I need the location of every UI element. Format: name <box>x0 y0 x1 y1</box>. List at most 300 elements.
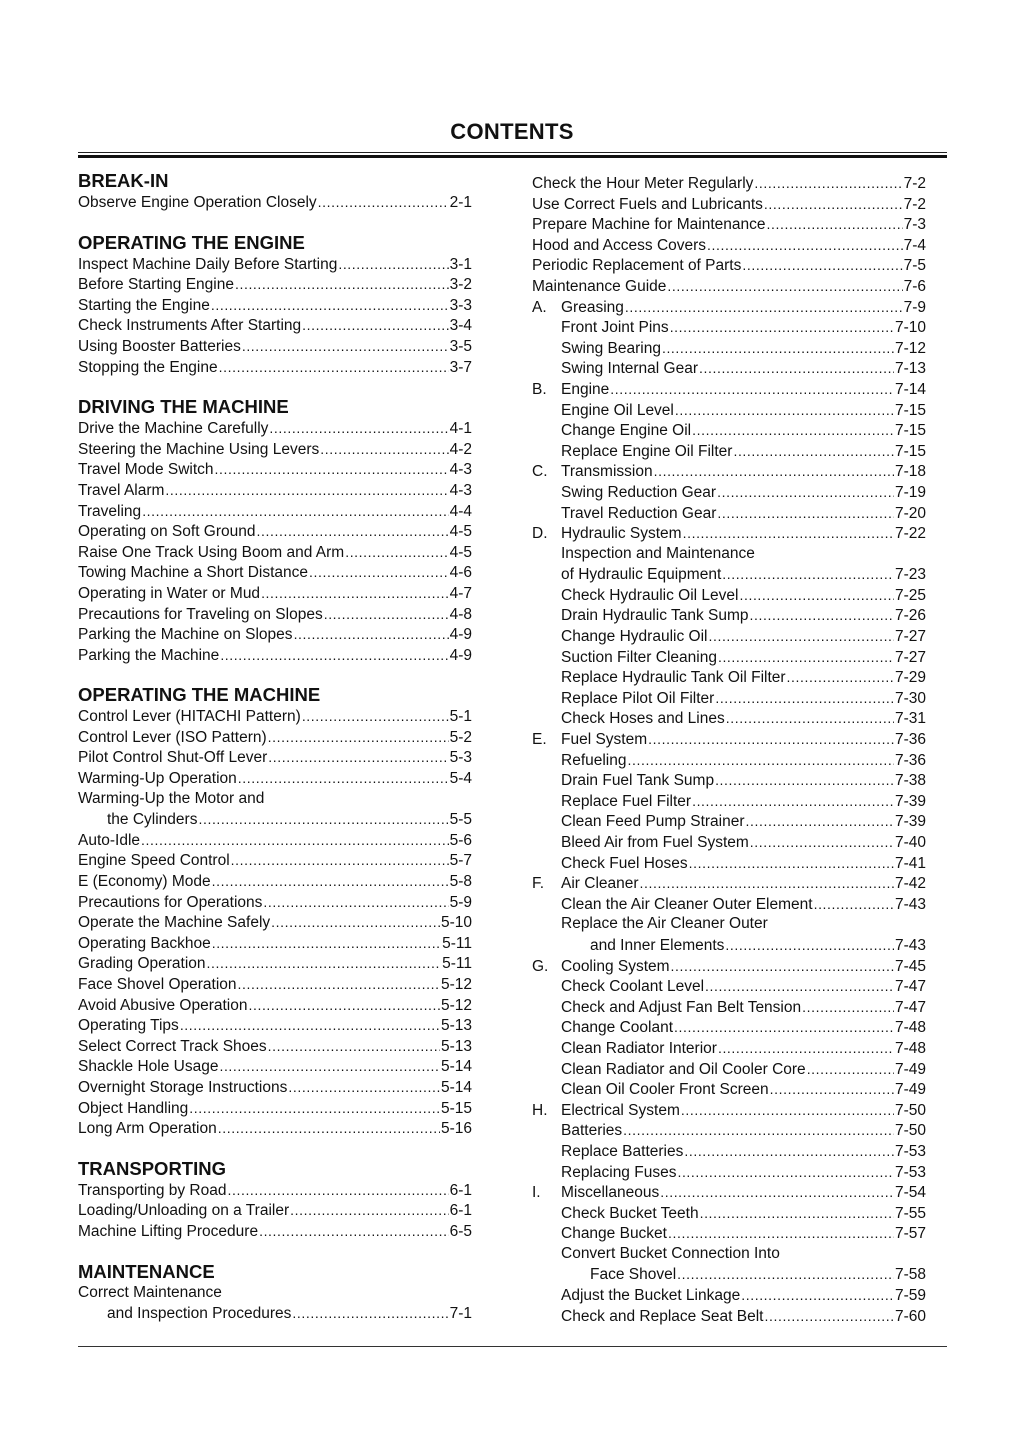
toc-entry-page: 7-50 <box>894 1122 926 1140</box>
toc-entry[interactable] <box>78 850 472 871</box>
toc-entry[interactable] <box>532 1306 926 1327</box>
toc-entry[interactable] <box>78 809 472 830</box>
toc-entry-page: 7-57 <box>894 1225 926 1243</box>
toc-entry-title: Travel Alarm <box>78 481 165 499</box>
toc-entry[interactable] <box>532 626 926 647</box>
toc-entry[interactable] <box>78 892 472 913</box>
section-heading: TRANSPORTING <box>78 1157 226 1179</box>
toc-entry[interactable] <box>78 315 472 336</box>
dot-leader <box>268 727 449 749</box>
toc-entry[interactable] <box>532 441 926 462</box>
toc-section <box>78 1158 472 1242</box>
dot-leader <box>715 770 894 792</box>
toc-entry-title: Shackle Hole Usage <box>78 1058 219 1076</box>
dot-leader <box>640 873 894 895</box>
toc-entry[interactable] <box>532 1079 926 1100</box>
title-rule-thin <box>78 152 947 153</box>
toc-entry[interactable] <box>78 747 472 768</box>
toc-entry-page: 7-49 <box>894 1081 926 1099</box>
toc-entry[interactable] <box>78 912 472 933</box>
contents-left-column <box>78 170 472 1324</box>
footer-rule <box>78 1346 947 1347</box>
dot-leader <box>198 809 448 831</box>
dot-leader <box>802 997 894 1019</box>
toc-entry-page: 7-36 <box>894 731 926 749</box>
toc-entry[interactable] <box>532 1100 926 1121</box>
toc-entry-page: 7-47 <box>894 978 926 996</box>
toc-entry[interactable] <box>78 995 472 1016</box>
dot-leader <box>211 295 449 317</box>
toc-entry-page: 7-53 <box>894 1163 926 1181</box>
dot-leader <box>345 542 448 564</box>
dot-leader <box>302 315 448 337</box>
toc-entry[interactable] <box>78 1036 472 1057</box>
toc-entry[interactable] <box>532 997 926 1018</box>
toc-entry-title: Grading Operation <box>78 955 206 973</box>
toc-entry-title: Change Hydraulic Oil <box>561 628 708 646</box>
toc-entry-page: 7-27 <box>894 628 926 646</box>
dot-leader <box>733 441 894 463</box>
toc-entry-page: 7-2 <box>903 195 926 213</box>
dot-leader <box>259 1221 449 1243</box>
toc-entry-title: Warming-Up Operation <box>78 770 237 788</box>
toc-entry-title: Engine Oil Level <box>561 401 674 419</box>
toc-entry-page: 4-1 <box>449 420 472 438</box>
toc-entry-page: 2-1 <box>449 194 472 211</box>
toc-entry-title: Drive the Machine Carefully <box>78 420 269 438</box>
toc-entry-page: 7-39 <box>894 792 926 810</box>
toc-entry[interactable] <box>532 503 926 524</box>
dot-leader <box>324 604 449 626</box>
toc-section <box>78 232 472 378</box>
dot-leader <box>654 461 894 483</box>
toc-entry[interactable] <box>78 418 472 439</box>
toc-entry-title: Engine <box>561 380 610 398</box>
dot-leader <box>220 645 448 667</box>
toc-entry-title: and Inner Elements <box>590 936 725 954</box>
toc-entry[interactable] <box>78 192 472 213</box>
dot-leader <box>290 1200 448 1222</box>
toc-entry-title: Correct Maintenance <box>78 1283 222 1301</box>
toc-section <box>78 1261 472 1324</box>
toc-entry-title: Replace Batteries <box>561 1142 684 1160</box>
toc-entry-page: 4-9 <box>449 646 472 664</box>
toc-entry[interactable] <box>532 564 926 585</box>
toc-entry-title: Replace Engine Oil Filter <box>561 442 733 460</box>
toc-entry-page: 7-6 <box>903 277 926 295</box>
dot-leader <box>215 459 449 481</box>
toc-entry-title: Transporting by Road <box>78 1181 227 1199</box>
toc-entry[interactable] <box>532 338 926 359</box>
toc-entry[interactable] <box>532 832 926 853</box>
toc-entry[interactable] <box>532 729 926 750</box>
toc-entry[interactable] <box>78 604 472 625</box>
toc-entry[interactable] <box>78 768 472 789</box>
toc-entry[interactable] <box>532 379 926 400</box>
dot-leader <box>263 892 448 914</box>
dot-leader <box>754 173 902 195</box>
toc-entry[interactable] <box>532 317 926 338</box>
toc-entry[interactable] <box>532 1017 926 1038</box>
toc-entry-page: 7-40 <box>894 834 926 851</box>
toc-entry-title: Convert Bucket Connection Into <box>561 1244 780 1262</box>
page-title: CONTENTS <box>450 119 574 144</box>
toc-entry[interactable] <box>78 1015 472 1036</box>
toc-entry-title: Check Hydraulic Oil Level <box>561 586 739 604</box>
toc-entry-marker: H. <box>532 1101 548 1119</box>
toc-entry-title: Check Hoses and Lines <box>561 710 725 728</box>
toc-entry-page: 4-6 <box>449 564 472 582</box>
dot-leader <box>207 953 442 975</box>
toc-entry-page: 7-15 <box>894 442 926 460</box>
toc-entry[interactable] <box>78 1303 472 1324</box>
toc-entry-page: 4-9 <box>449 626 472 644</box>
toc-entry-title: Drain Hydraulic Tank Sump <box>561 607 749 625</box>
dot-leader <box>212 871 449 893</box>
toc-entry-title: Refueling <box>561 751 627 769</box>
toc-entry[interactable] <box>78 542 472 563</box>
toc-entry-title: Clean Radiator and Oil Cooler Core <box>561 1060 806 1078</box>
toc-entry[interactable] <box>78 1098 472 1119</box>
toc-entry-title: Check and Adjust Fan Belt Tension <box>561 998 802 1016</box>
toc-entry-page: 7-25 <box>894 586 926 604</box>
toc-entry-title: Check Coolant Level <box>561 978 705 996</box>
toc-entry[interactable] <box>78 295 472 316</box>
dot-leader <box>814 894 894 916</box>
dot-leader <box>660 1182 894 1204</box>
dot-leader <box>681 1100 894 1122</box>
dot-leader <box>227 1180 448 1202</box>
dot-leader <box>677 1162 894 1184</box>
dot-leader <box>717 482 894 504</box>
toc-entry-page: 7-26 <box>894 607 926 625</box>
toc-entry[interactable] <box>532 214 926 235</box>
toc-entry-page: 5-16 <box>440 1120 472 1138</box>
toc-entry[interactable] <box>78 1118 472 1139</box>
toc-section <box>78 684 472 1138</box>
toc-entry-title: Operating Backhoe <box>78 934 211 952</box>
toc-entry-page: 7-1 <box>449 1305 472 1323</box>
toc-entry[interactable] <box>78 439 472 460</box>
toc-entry[interactable] <box>78 562 472 583</box>
toc-entry-title: Check Bucket Teeth <box>561 1204 699 1222</box>
toc-entry-title: Control Lever (ISO Pattern) <box>78 728 267 746</box>
toc-entry-page: 5-4 <box>449 770 472 788</box>
toc-entry-title: Stopping the Engine <box>78 358 218 376</box>
dot-leader <box>750 832 894 854</box>
toc-entry-title: Object Handling <box>78 1099 189 1117</box>
toc-entry[interactable] <box>78 974 472 995</box>
dot-leader <box>675 400 894 422</box>
dot-leader <box>257 521 449 543</box>
toc-entry[interactable] <box>532 194 926 215</box>
toc-entry[interactable] <box>78 1180 472 1201</box>
toc-entry-page: 7-29 <box>894 669 926 687</box>
toc-entry-title: Clean the Air Cleaner Outer Element <box>561 895 813 913</box>
toc-entry-page: 5-14 <box>440 1078 472 1096</box>
toc-entry[interactable] <box>78 789 472 810</box>
toc-entry[interactable] <box>532 255 926 276</box>
toc-entry[interactable] <box>78 1077 472 1098</box>
toc-entry[interactable] <box>78 480 472 501</box>
toc-entry-title: Operating in Water or Mud <box>78 584 261 602</box>
toc-entry[interactable] <box>532 1141 926 1162</box>
toc-entry-marker: G. <box>532 957 549 975</box>
toc-entry-page: 7-53 <box>894 1142 926 1160</box>
dot-leader <box>218 1118 440 1140</box>
toc-entry[interactable] <box>78 933 472 954</box>
toc-entry[interactable] <box>78 1221 472 1242</box>
dot-leader <box>718 1038 894 1060</box>
toc-entry-title: Travel Reduction Gear <box>561 504 717 522</box>
toc-entry[interactable] <box>532 1223 926 1244</box>
dot-leader <box>288 1077 440 1099</box>
toc-entry[interactable] <box>532 1038 926 1059</box>
toc-entry-page: 7-15 <box>894 401 926 419</box>
toc-entry-title: Parking the Machine on Slopes <box>78 626 293 644</box>
toc-entry[interactable] <box>532 708 926 729</box>
toc-entry-title: Replacing Fuses <box>561 1163 677 1181</box>
dot-leader <box>764 194 903 216</box>
dot-leader <box>219 357 449 379</box>
toc-entry[interactable] <box>78 1056 472 1077</box>
dot-leader <box>715 688 894 710</box>
toc-entry-page: 7-20 <box>894 504 926 522</box>
toc-entry[interactable] <box>532 297 926 318</box>
toc-entry[interactable] <box>532 770 926 791</box>
dot-leader <box>787 667 894 689</box>
toc-entry-title: Long Arm Operation <box>78 1120 217 1138</box>
toc-entry[interactable] <box>78 254 472 275</box>
toc-entry[interactable] <box>532 605 926 626</box>
dot-leader <box>628 750 894 772</box>
toc-entry[interactable] <box>532 647 926 668</box>
toc-entry-page: 4-7 <box>449 584 472 602</box>
toc-entry[interactable] <box>532 523 926 544</box>
dot-leader <box>142 501 448 523</box>
toc-section <box>78 396 472 665</box>
toc-entry-title: Raise One Track Using Boom and Arm <box>78 543 345 561</box>
toc-entry-title: Replace Hydraulic Tank Oil Filter <box>561 669 786 687</box>
dot-leader <box>302 706 449 728</box>
toc-entry[interactable] <box>532 482 926 503</box>
toc-entry-page: 7-39 <box>894 813 926 831</box>
toc-entry-title: Auto-Idle <box>78 831 141 849</box>
toc-entry[interactable] <box>78 583 472 604</box>
toc-entry-title: the Cylinders <box>107 811 198 829</box>
toc-entry[interactable] <box>532 358 926 379</box>
toc-entry[interactable] <box>532 873 926 894</box>
toc-entry[interactable] <box>532 853 926 874</box>
toc-entry-page: 7-49 <box>894 1060 926 1078</box>
toc-entry[interactable] <box>78 501 472 522</box>
toc-entry-title: Cooling System <box>561 957 670 975</box>
toc-entry-page: 7-45 <box>894 957 926 975</box>
toc-entry[interactable] <box>78 274 472 295</box>
toc-entry-page: 5-13 <box>440 1037 472 1055</box>
toc-entry-page: 5-12 <box>440 976 472 993</box>
toc-entry[interactable] <box>78 953 472 974</box>
toc-entry[interactable] <box>532 1162 926 1183</box>
dot-leader <box>261 583 449 605</box>
dot-leader <box>739 585 894 607</box>
toc-entry-title: Clean Radiator Interior <box>561 1039 717 1057</box>
toc-entry-page: 7-3 <box>903 216 926 234</box>
dot-leader <box>699 358 894 380</box>
toc-entry[interactable] <box>532 1285 926 1306</box>
dot-leader <box>242 336 449 358</box>
dot-leader <box>705 976 894 998</box>
toc-entry[interactable] <box>78 1283 472 1304</box>
toc-entry[interactable] <box>532 400 926 421</box>
toc-entry[interactable] <box>532 791 926 812</box>
toc-entry[interactable] <box>78 336 472 357</box>
dot-leader <box>238 974 440 996</box>
toc-entry-title: Inspection and Maintenance <box>561 544 755 562</box>
toc-entry[interactable] <box>532 1203 926 1224</box>
dot-leader <box>667 276 902 298</box>
toc-entry[interactable] <box>78 727 472 748</box>
toc-entry-page: 6-5 <box>449 1222 472 1240</box>
dot-leader <box>722 564 894 586</box>
toc-entry[interactable] <box>78 706 472 727</box>
toc-entry[interactable] <box>532 544 926 565</box>
toc-entry-title: Use Correct Fuels and Lubricants <box>532 195 763 213</box>
dot-leader <box>689 853 894 875</box>
dot-leader <box>742 255 902 277</box>
toc-entry-page: 3-3 <box>449 296 472 314</box>
toc-entry-title: Periodic Replacement of Parts <box>532 257 742 275</box>
toc-entry-page: 4-5 <box>449 543 472 561</box>
toc-entry[interactable] <box>532 420 926 441</box>
toc-entry-title: Check and Replace Seat Belt <box>561 1307 764 1325</box>
toc-entry[interactable] <box>532 956 926 977</box>
toc-entry-title: Traveling <box>78 502 142 520</box>
toc-entry[interactable] <box>78 645 472 666</box>
toc-entry-title: Air Cleaner <box>561 875 639 893</box>
toc-entry-page: 7-27 <box>894 648 926 666</box>
toc-entry[interactable] <box>532 585 926 606</box>
toc-entry[interactable] <box>532 1059 926 1080</box>
toc-entry[interactable] <box>78 1200 472 1221</box>
toc-entry[interactable] <box>532 750 926 771</box>
toc-entry-page: 6-1 <box>449 1202 472 1220</box>
dot-leader <box>670 317 894 339</box>
toc-entry-title: Check the Hour Meter Regularly <box>532 175 754 192</box>
toc-entry-title: Bleed Air from Fuel System <box>561 834 749 851</box>
dot-leader <box>770 1079 894 1101</box>
toc-entry[interactable] <box>532 235 926 256</box>
section-heading: OPERATING THE ENGINE <box>78 231 305 253</box>
toc-entry-title: Change Coolant <box>561 1019 674 1037</box>
toc-entry[interactable] <box>532 667 926 688</box>
dot-leader <box>677 1264 894 1286</box>
toc-entry-page: 7-47 <box>894 998 926 1016</box>
toc-entry-title: Operate the Machine Safely <box>78 914 271 932</box>
dot-leader <box>268 747 448 769</box>
toc-entry[interactable] <box>532 1264 926 1285</box>
toc-entry-page: 5-3 <box>449 749 472 767</box>
toc-entry[interactable] <box>532 935 926 956</box>
dot-leader <box>268 1036 440 1058</box>
dot-leader <box>269 418 448 440</box>
toc-entry[interactable] <box>78 357 472 378</box>
toc-entry[interactable] <box>532 811 926 832</box>
toc-entry-page: 7-36 <box>894 751 926 769</box>
toc-entry-page: 4-5 <box>449 523 472 541</box>
toc-entry-marker: B. <box>532 380 547 398</box>
toc-entry[interactable] <box>532 688 926 709</box>
toc-entry-title: of Hydraulic Equipment <box>561 566 722 584</box>
toc-entry[interactable] <box>78 459 472 480</box>
toc-entry-title: Avoid Abusive Operation <box>78 996 248 1014</box>
toc-entry-title: Control Lever (HITACHI Pattern) <box>78 708 301 726</box>
toc-entry-page: 4-8 <box>449 605 472 623</box>
toc-entry-title: Batteries <box>561 1122 623 1140</box>
toc-entry[interactable] <box>532 461 926 482</box>
toc-entry[interactable] <box>78 871 472 892</box>
dot-leader <box>764 1306 893 1328</box>
toc-entry-page: 7-9 <box>903 298 926 316</box>
dot-leader <box>648 729 894 751</box>
toc-entry-page: 7-55 <box>894 1204 926 1222</box>
dot-leader <box>623 1120 894 1142</box>
section-heading: DRIVING THE MACHINE <box>78 396 289 418</box>
toc-entry-page: 4-4 <box>449 502 472 520</box>
toc-entry[interactable] <box>78 624 472 645</box>
toc-entry-title: Select Correct Track Shoes <box>78 1037 267 1055</box>
toc-entry-title: Replace the Air Cleaner Outer <box>561 915 768 933</box>
toc-entry[interactable] <box>532 1244 926 1265</box>
dot-leader <box>309 562 449 584</box>
toc-entry-title: Travel Mode Switch <box>78 461 214 479</box>
toc-entry-title: Warming-Up the Motor and <box>78 789 265 807</box>
toc-entry[interactable] <box>532 976 926 997</box>
toc-entry-title: Replace Pilot Oil Filter <box>561 689 715 707</box>
dot-leader <box>684 1141 894 1163</box>
toc-entry[interactable] <box>532 173 926 194</box>
toc-entry[interactable] <box>532 276 926 297</box>
dot-leader <box>807 1059 894 1081</box>
toc-entry[interactable] <box>532 1120 926 1141</box>
toc-entry-page: 3-1 <box>449 255 472 273</box>
toc-entry-title: Change Bucket <box>561 1225 667 1243</box>
toc-entry-title: Miscellaneous <box>561 1184 660 1202</box>
toc-entry-page: 5-15 <box>440 1099 472 1117</box>
dot-leader <box>625 297 903 319</box>
toc-entry[interactable] <box>78 521 472 542</box>
dot-leader <box>180 1015 440 1037</box>
toc-entry[interactable] <box>532 914 926 935</box>
toc-entry-page: 4-3 <box>449 481 472 499</box>
toc-entry-page: 7-14 <box>894 380 926 398</box>
toc-entry-title: Maintenance Guide <box>532 277 667 295</box>
toc-entry[interactable] <box>78 830 472 851</box>
contents-right-column <box>532 173 926 1326</box>
toc-entry-page: 7-19 <box>894 483 926 501</box>
toc-entry-page: 7-31 <box>894 710 926 728</box>
toc-entry-page: 7-10 <box>894 319 926 337</box>
toc-entry-title: Hydraulic System <box>561 525 682 543</box>
dot-leader <box>674 1017 894 1039</box>
toc-entry-title: Pilot Control Shut-Off Lever <box>78 749 268 767</box>
dot-leader <box>248 995 440 1017</box>
toc-entry-page: 5-1 <box>449 708 472 726</box>
toc-entry[interactable] <box>532 894 926 915</box>
toc-entry-page: 7-38 <box>894 772 926 790</box>
toc-entry[interactable] <box>532 1182 926 1203</box>
dot-leader <box>683 523 894 545</box>
